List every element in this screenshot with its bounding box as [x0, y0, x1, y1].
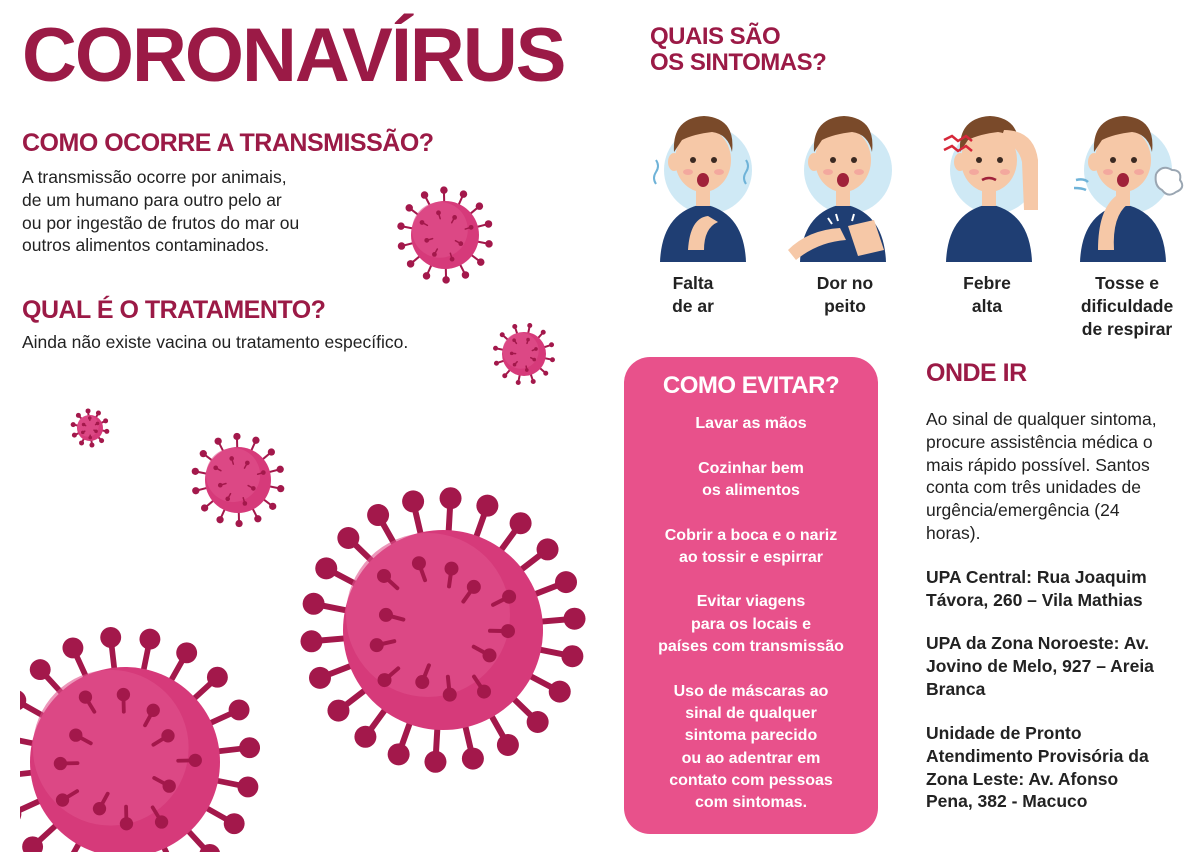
where-to-go-intro — [926, 408, 1188, 545]
prevention-item: Lavar as mãos — [695, 415, 807, 433]
prevention-heading: COMO EVITAR? — [662, 372, 840, 399]
virus-icon — [178, 420, 298, 540]
treatment-heading: QUAL É O TRATAMENTO? — [22, 296, 326, 324]
cough-icon — [1068, 100, 1188, 262]
transmission-heading: COMO OCORRE A TRANSMISSÃO? — [22, 129, 434, 157]
unit-central — [926, 566, 1188, 612]
prevention-list — [624, 413, 878, 814]
intro-line: procure assistência médica o — [926, 431, 1153, 452]
unit-line: UPA da Zona Noroeste: Av. — [926, 633, 1149, 653]
unit-line: UPA Central: Rua Joaquim — [926, 567, 1147, 587]
unit-leste — [926, 722, 1188, 813]
prevention-item: Cobrir a boca e o nariz ao tossir e espirrar — [664, 526, 838, 566]
unit-line: Jovino de Melo, 927 – Areia — [926, 655, 1154, 676]
transmission-line: A transmissão ocorre por animais, — [22, 167, 287, 187]
transmission-line: ou por ingestão de frutos do mar ou — [22, 212, 300, 233]
prevention-panel — [624, 357, 878, 834]
where-to-go-heading: ONDE IR — [926, 359, 1027, 387]
unit-line: Zona Leste: Av. Afonso — [926, 768, 1119, 789]
symptoms-heading-line: QUAIS SÃO — [650, 23, 781, 50]
shortness-of-breath-icon — [648, 100, 758, 262]
symptom-label: Febre alta — [963, 273, 1011, 316]
unit-line: Branca — [926, 678, 986, 699]
symptoms-heading-line: OS SINTOMAS? — [650, 49, 827, 77]
prevention-item: Cozinhar bem os alimentos — [698, 459, 804, 500]
intro-line: mais rápido possível. Santos — [926, 454, 1150, 475]
unit-line: Unidade de Pronto — [926, 723, 1082, 743]
intro-line: Ao sinal de qualquer sintoma, — [926, 409, 1157, 429]
unit-line: Atendimento Provisória da — [926, 745, 1149, 766]
intro-line: urgência/emergência (24 — [926, 500, 1120, 520]
symptoms-heading — [650, 24, 826, 77]
main-title: CORONAVÍRUS — [22, 13, 565, 98]
unit-line: Pena, 382 - Macuco — [926, 791, 1088, 812]
virus-icon — [385, 175, 505, 295]
symptom-label: Falta de ar — [672, 273, 714, 316]
symptom-label: Tosse e dificuldade de respirar — [1080, 273, 1174, 339]
fever-icon — [934, 100, 1044, 262]
prevention-item: Uso de máscaras ao sinal de qualquer sintoma parecido ou ao adentrar em contato com pessoas com sintomas. — [669, 682, 833, 812]
intro-line: conta com três unidades de — [926, 477, 1141, 498]
virus-icon — [20, 612, 260, 852]
unit-line: Távora, 260 – Vila Mathias — [926, 589, 1143, 610]
treatment-text: Ainda não existe vacina ou tratamento específico. — [22, 332, 409, 352]
chest-pain-icon — [788, 100, 898, 262]
transmission-line: outros alimentos contaminados. — [22, 235, 270, 256]
virus-icon — [484, 314, 564, 394]
unit-noroeste — [926, 632, 1188, 700]
transmission-line: de um humano para outro pelo ar — [22, 189, 282, 210]
virus-icon — [66, 404, 114, 452]
symptom-label: Dor no peito — [816, 273, 874, 316]
virus-icon — [288, 475, 598, 785]
prevention-item: Evitar viagens para os locais e países com transmissão — [658, 593, 844, 656]
intro-line: horas). — [926, 522, 981, 543]
transmission-text — [22, 166, 362, 257]
